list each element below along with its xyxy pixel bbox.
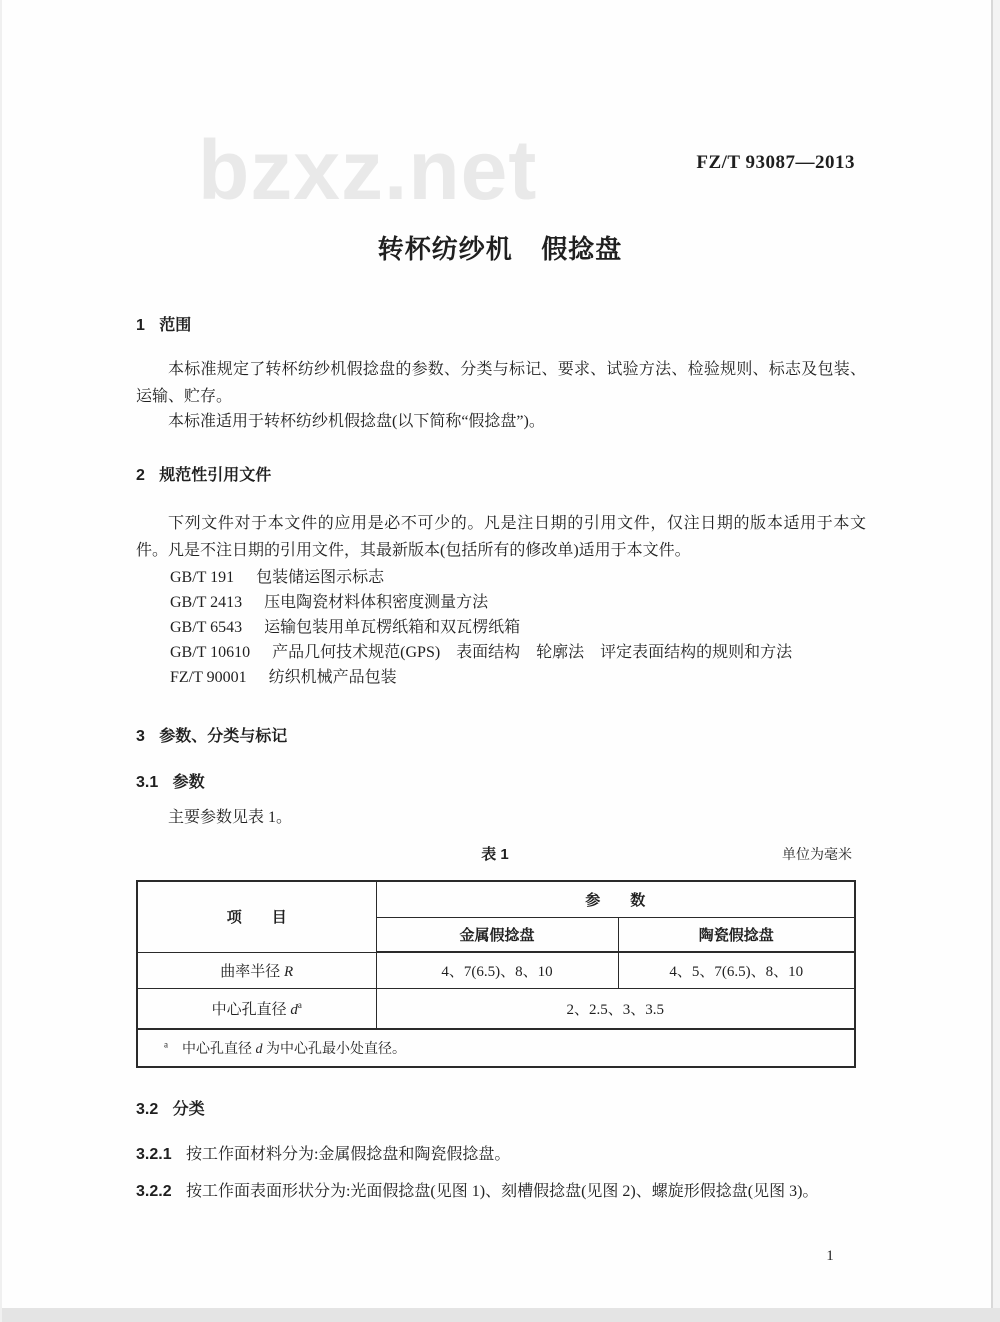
reference-title: 压电陶瓷材料体积密度测量方法 [264, 594, 489, 611]
reference-item [170, 665, 900, 690]
variable-d: d [290, 1002, 298, 1018]
watermark: bzxz.net [198, 123, 538, 217]
table-header-row-1 [137, 881, 855, 918]
scan-edge-right-line [991, 0, 993, 1322]
section-3-1-paragraph: 主要参数见表 1。 [168, 809, 293, 826]
clause-text: 按工作面表面形状分为:光面假捻盘(见图 1)、刻槽假捻盘(见图 2)、螺旋形假捻盘(见图 3)。 [185, 1183, 819, 1200]
table-1-parameters [136, 880, 856, 1068]
reference-item [170, 640, 900, 665]
title-part-2: 假捻盘 [541, 234, 623, 264]
section-number: 1 [136, 317, 145, 334]
normative-references-list [170, 565, 900, 690]
reference-code: GB/T 2413 [170, 594, 243, 611]
table-row-radius [137, 952, 855, 989]
table-footnote-row [137, 1029, 855, 1067]
reference-code: GB/T 191 [170, 569, 235, 586]
footnote-marker: a [297, 1000, 302, 1010]
clause-number: 3.2.2 [136, 1183, 172, 1200]
table-caption: 表 1 [481, 846, 509, 863]
variable-d: d [255, 1042, 263, 1057]
cell-radius-metal: 4、7(6.5)、8、10 [376, 952, 618, 989]
section-3-heading [136, 723, 866, 746]
row-label-radius: 曲率半径 R [137, 952, 376, 989]
section-title: 分类 [172, 1101, 205, 1118]
row-label-hole-diameter: 中心孔直径 $d^a$ [137, 989, 376, 1030]
reference-title: 运输包装用单瓦楞纸箱和双瓦楞纸箱 [264, 619, 521, 636]
variable-R: R [284, 963, 294, 980]
section-1-paragraph-2: 本标准适用于转杯纺纱机假捻盘(以下简称“假捻盘”)。 [168, 413, 545, 430]
section-number: 3.2 [136, 1101, 159, 1118]
table-caption-row [136, 843, 854, 865]
section-3-2-heading [136, 1096, 866, 1119]
header-cell-ceramic: 陶瓷假捻盘 [618, 918, 855, 953]
reference-item [170, 565, 900, 590]
section-title: 参数 [172, 774, 205, 791]
cell-radius-ceramic: 4、5、7(6.5)、8、10 [618, 952, 855, 989]
reference-item [170, 615, 900, 640]
section-1-paragraph-1: 本标准规定了转杯纺纱机假捻盘的参数、分类与标记、要求、试验方法、检验规则、标志及包装、运输、贮存。 [136, 361, 866, 405]
page-number: 1 [826, 1248, 834, 1264]
reference-title: 包装储运图示标志 [256, 569, 385, 586]
section-number: 3.1 [136, 774, 159, 791]
clause-number: 3.2.1 [136, 1146, 172, 1163]
header-cell-param: 参 数 [376, 881, 855, 918]
reference-title: 产品几何技术规范(GPS) 表面结构 轮廓法 评定表面结构的规则和方法 [272, 644, 793, 661]
section-1-heading [136, 312, 866, 335]
header-cell-metal: 金属假捻盘 [376, 918, 618, 953]
standard-number: FZ/T 93087—2013 [696, 152, 855, 173]
clause-text: 按工作面材料分为:金属假捻盘和陶瓷假捻盘。 [185, 1146, 511, 1163]
section-title: 参数、分类与标记 [159, 728, 288, 745]
clause-3-2-2 [136, 1178, 866, 1201]
table-footnote: $^a$ 中心孔直径 d 为中心孔最小处直径。 [137, 1029, 855, 1067]
clause-3-2-1 [136, 1141, 866, 1164]
scan-edge-right-area [993, 0, 1000, 1322]
section-number: 3 [136, 728, 145, 745]
reference-code: GB/T 10610 [170, 644, 251, 661]
unit-note: 单位为毫米 [782, 848, 852, 863]
section-3-1-heading [136, 769, 866, 792]
scan-edge-bottom [0, 1308, 1000, 1322]
section-2-paragraph-1: 下列文件对于本文件的应用是必不可少的。凡是注日期的引用文件，仅注日期的版本适用于本文件。凡是不注日期的引用文件，其最新版本(包括所有的修改单)适用于本文件。 [136, 515, 866, 559]
reference-item [170, 590, 900, 615]
scan-edge-left [0, 0, 2, 1322]
footnote-marker: a [164, 1039, 168, 1050]
document-title [0, 229, 1000, 266]
cell-hole-diameter-value: 2、2.5、3、3.5 [376, 989, 855, 1030]
reference-code: FZ/T 90001 [170, 669, 247, 686]
header-cell-item: 项 目 [137, 881, 376, 952]
reference-code: GB/T 6543 [170, 619, 243, 636]
title-part-1: 转杯纺纱机 [377, 234, 513, 264]
section-number: 2 [136, 467, 145, 484]
section-title: 规范性引用文件 [159, 467, 272, 484]
section-2-heading [136, 462, 866, 485]
section-title: 范围 [159, 317, 192, 334]
table-row-hole-diameter [137, 989, 855, 1030]
reference-title: 纺织机械产品包装 [268, 669, 397, 686]
